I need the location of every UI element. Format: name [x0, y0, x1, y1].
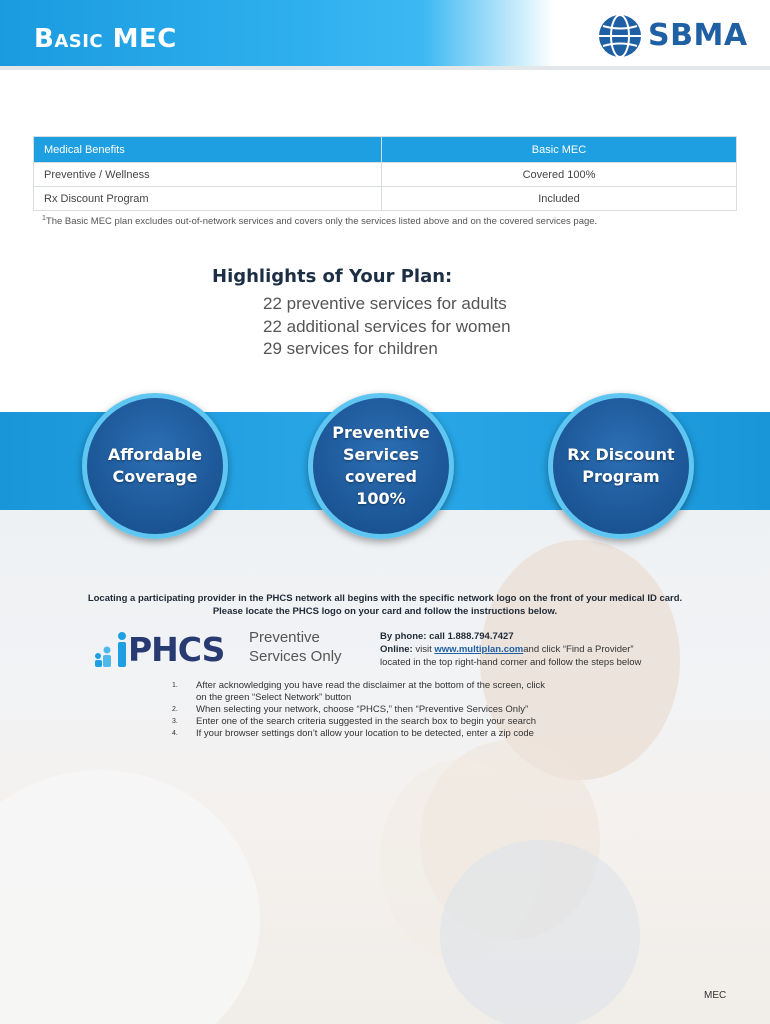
table-cell: Covered 100% [382, 163, 737, 187]
online-post: and click “Find a Provider” [523, 644, 634, 655]
background-photo [0, 510, 770, 1024]
footnote-marker: 1 [42, 215, 46, 222]
phone-number: call 1.888.794.7427 [429, 631, 514, 642]
page-footer-label: MEC [704, 990, 727, 1001]
list-item [172, 692, 592, 704]
highlight-item: 22 additional services for women [263, 317, 511, 336]
column-header-medical-benefits: Medical Benefits [34, 137, 382, 163]
phcs-logo [92, 628, 372, 672]
phone-line [380, 630, 641, 643]
table-row [34, 163, 737, 187]
page-title: Basic MEC [34, 24, 177, 54]
step-text: After acknowledging you have read the disclaimer at the bottom of the screen, click [196, 680, 546, 691]
online-label: Online: [380, 644, 413, 655]
benefits-table [33, 136, 737, 211]
step-text: on the green “Select Network” button [196, 692, 352, 703]
step-text: If your browser settings don’t allow your location to be detected, enter a zip code [196, 728, 534, 739]
phcs-logo-word: PHCS [128, 630, 225, 669]
highlight-item: 29 services for children [263, 339, 438, 358]
online-line [380, 643, 641, 656]
online-line-2: located in the top right-hand corner and follow the steps below [380, 657, 642, 668]
logo-text: SBMA [648, 18, 748, 53]
feature-circle-preventive [308, 393, 454, 539]
column-header-basic-mec: Basic MEC [382, 137, 737, 163]
step-text: When selecting your network, choose “PHCS,” then “Preventive Services Only” [196, 704, 529, 715]
contact-info [380, 630, 641, 669]
step-number: 1. [172, 682, 178, 689]
table-cell: Included [382, 187, 737, 211]
sbma-logo [598, 14, 748, 60]
page-header [0, 0, 770, 70]
list-item [172, 680, 592, 692]
provider-intro-line: Locating a participating provider in the PHCS network all begins with the specific network logo on the front of your medical ID card. [87, 593, 683, 604]
phone-label: By phone: [380, 631, 427, 642]
provider-intro [40, 592, 730, 618]
list-item [172, 728, 592, 740]
list-item [172, 716, 592, 728]
feature-circle-rx [548, 393, 694, 539]
highlight-item: 22 preventive services for adults [263, 294, 507, 313]
table-row [34, 187, 737, 211]
footnote-text: The Basic MEC plan excludes out-of-network services and covers only the services listed above and on the covered services page. [45, 216, 598, 228]
steps-list [172, 680, 592, 740]
footnote [42, 215, 597, 227]
table-cell: Rx Discount Program [34, 187, 382, 211]
provider-intro-line: Please locate the PHCS logo on your card and follow the instructions below. [212, 606, 558, 617]
step-text: Enter one of the search criteria suggested in the search box to begin your search [196, 716, 537, 727]
step-number: 4. [172, 730, 178, 737]
feature-circle-label: Preventive Services covered 100% [332, 423, 430, 508]
list-item [172, 704, 592, 716]
globe-icon [598, 14, 642, 58]
table-header-row [34, 137, 737, 163]
feature-circle-label: Rx Discount Program [567, 445, 675, 486]
step-number: 3. [172, 718, 178, 725]
online-pre: visit [415, 644, 432, 655]
highlights-title: Highlights of Your Plan: [212, 266, 453, 287]
multiplan-link[interactable]: www.multiplan.com [434, 644, 524, 655]
phcs-logo-subtitle: Preventive Services Only [249, 629, 342, 665]
phcs-people-icon [92, 632, 132, 668]
table-cell: Preventive / Wellness [34, 163, 382, 187]
feature-circle-label: Affordable Coverage [107, 445, 203, 486]
feature-circle-affordable [82, 393, 228, 539]
step-number: 2. [172, 706, 178, 713]
